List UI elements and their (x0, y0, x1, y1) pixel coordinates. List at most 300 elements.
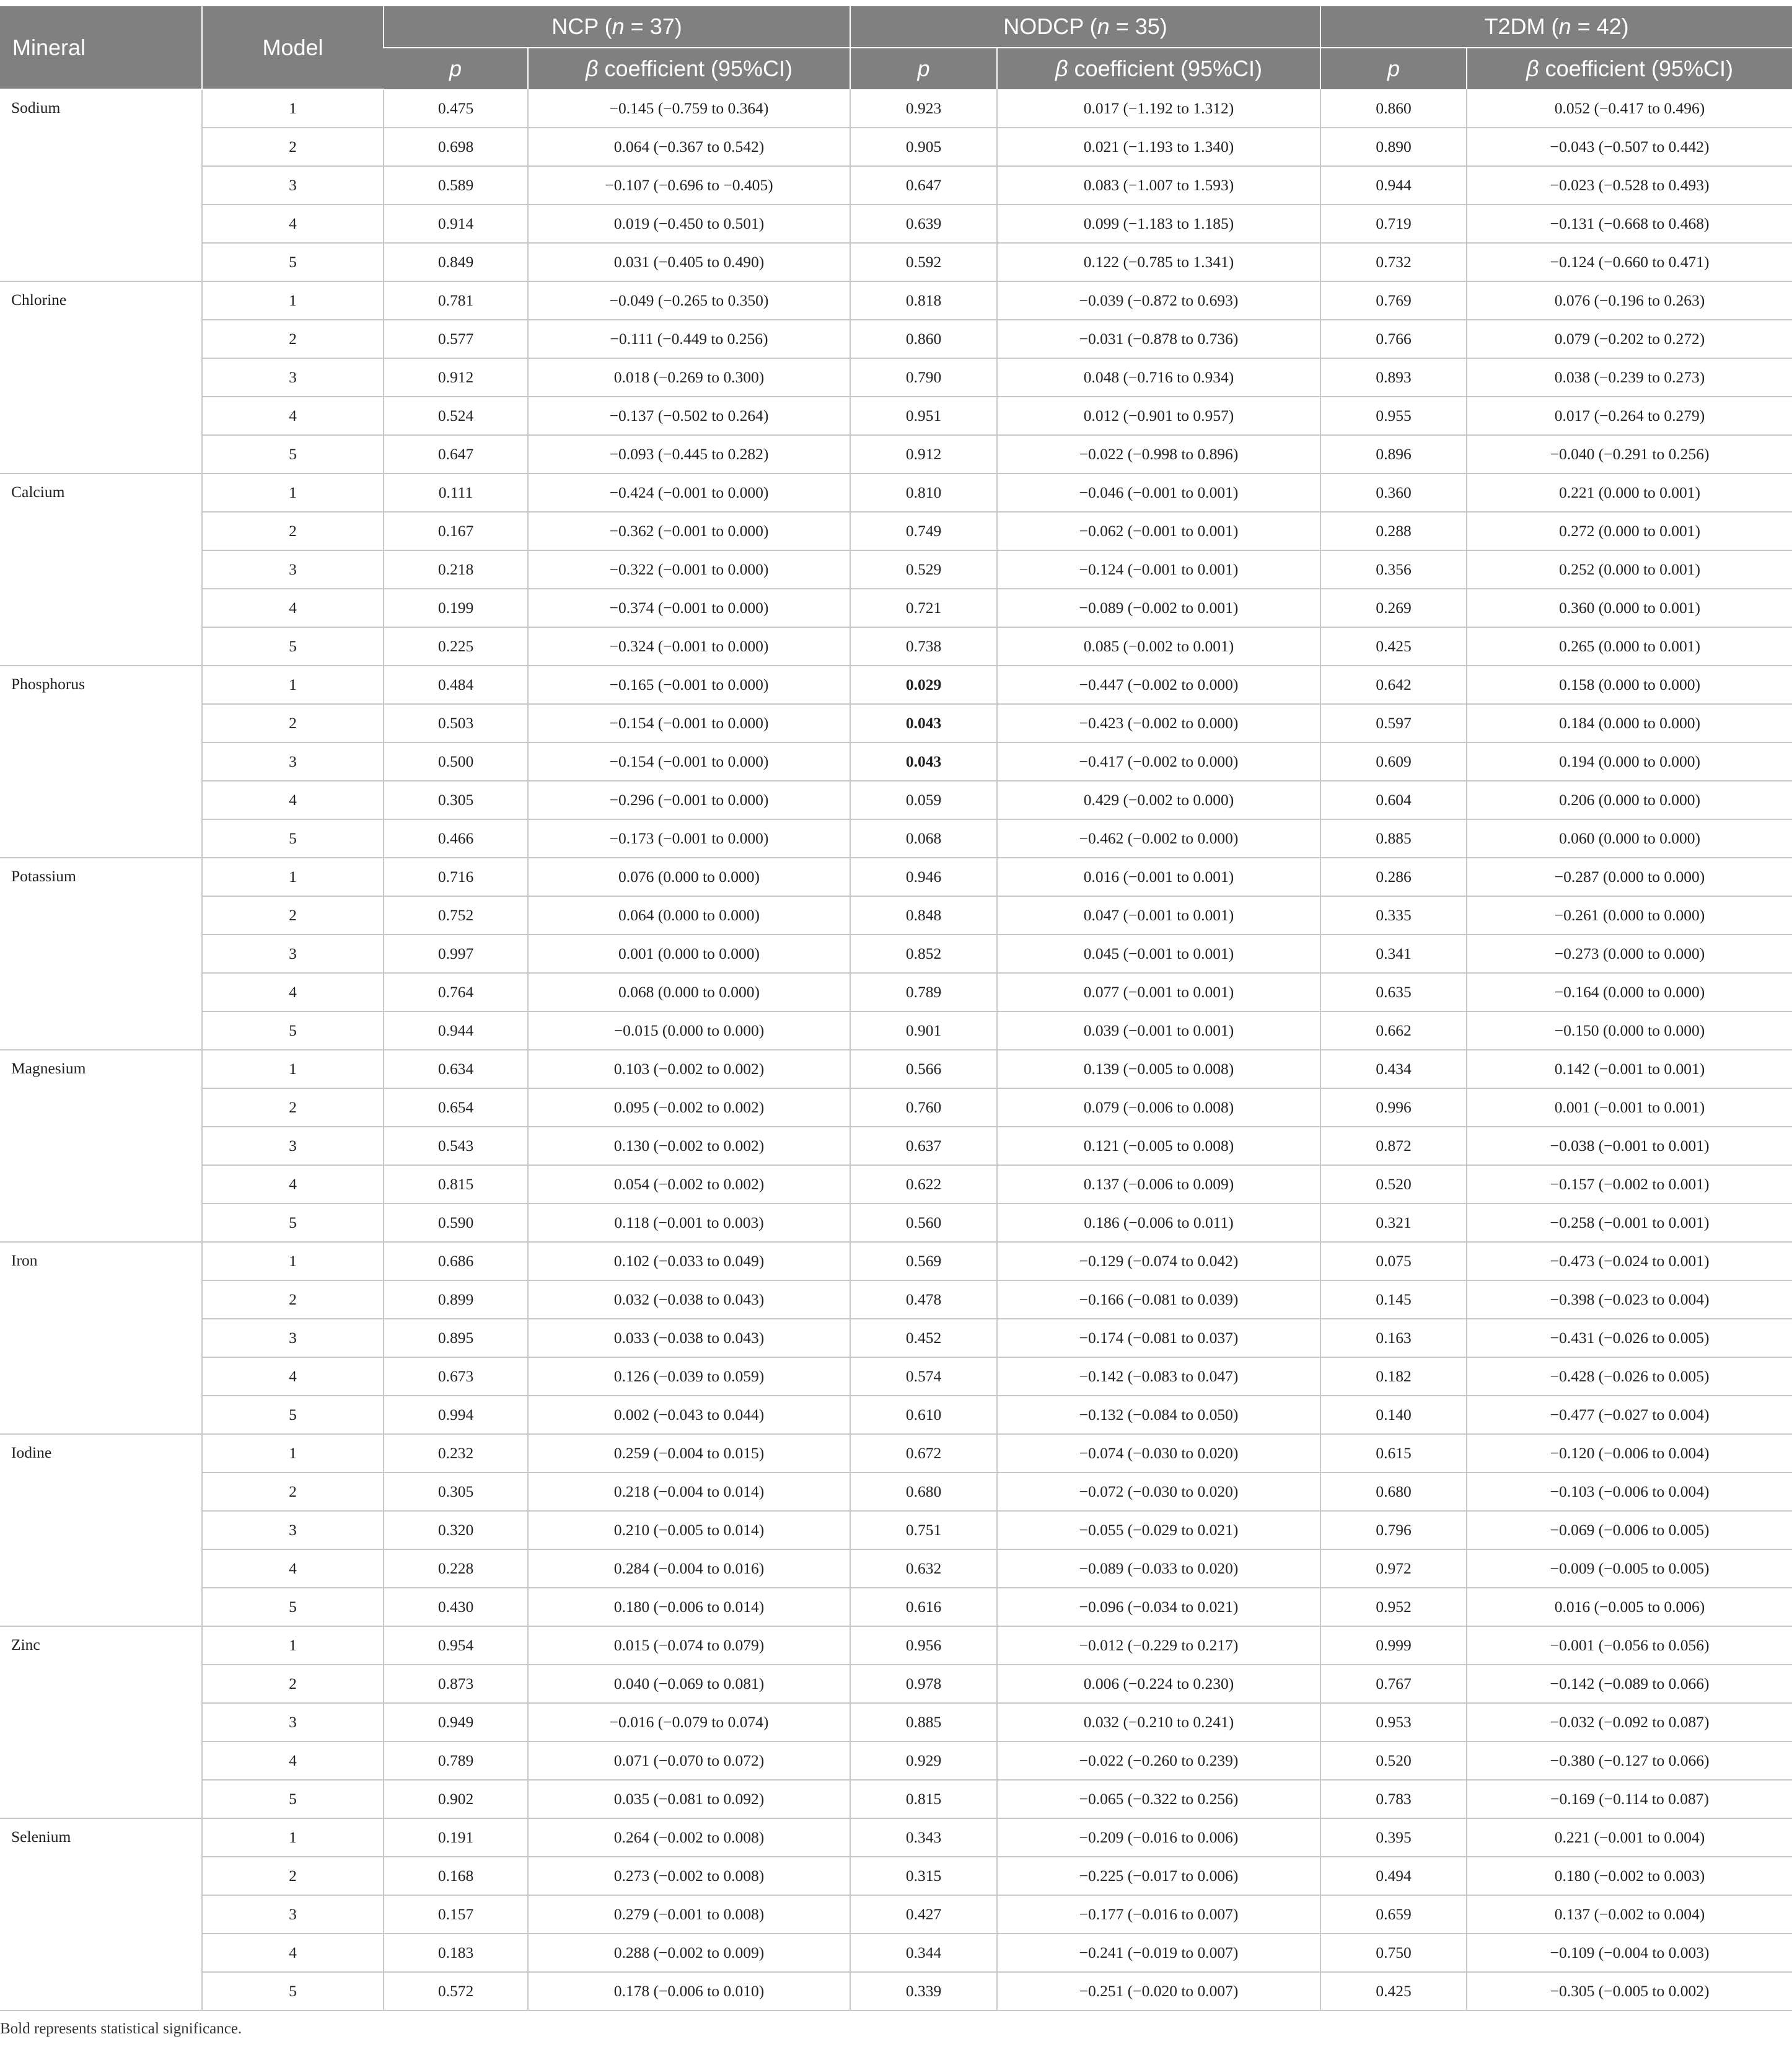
nodcp-p-cell: 0.560 (850, 1204, 997, 1242)
t2dm-beta-cell: −0.103 (−0.006 to 0.004) (1467, 1473, 1792, 1511)
ncp-beta-cell: −0.016 (−0.079 to 0.074) (528, 1703, 850, 1741)
ncp-p-cell: 0.789 (384, 1741, 528, 1780)
model-cell: 1 (202, 1818, 384, 1857)
table-row (0, 243, 1792, 281)
group-n-value: = 35) (1109, 14, 1167, 39)
ncp-beta-cell: −0.111 (−0.449 to 0.256) (528, 320, 850, 358)
table-row (0, 435, 1792, 473)
ncp-p-cell: 0.199 (384, 589, 528, 627)
t2dm-p-cell: 0.680 (1320, 1473, 1467, 1511)
nodcp-beta-cell: 0.083 (−1.007 to 1.593) (997, 166, 1320, 205)
ncp-beta-cell: −0.374 (−0.001 to 0.000) (528, 589, 850, 627)
t2dm-beta-cell: 0.158 (0.000 to 0.000) (1467, 666, 1792, 704)
ncp-p-cell: 0.183 (384, 1934, 528, 1972)
table-row (0, 819, 1792, 858)
t2dm-p-cell: 0.425 (1320, 1972, 1467, 2010)
nodcp-p-header: p (850, 48, 997, 89)
ncp-p-cell: 0.634 (384, 1050, 528, 1088)
t2dm-p-cell: 0.952 (1320, 1588, 1467, 1626)
model-cell: 1 (202, 858, 384, 896)
ncp-p-cell: 0.503 (384, 704, 528, 742)
mineral-name-cell: Phosphorus (0, 666, 202, 858)
nodcp-p-cell: 0.760 (850, 1088, 997, 1127)
group-label: NCP ( (551, 14, 612, 39)
nodcp-p-cell: 0.749 (850, 512, 997, 550)
model-cell: 3 (202, 1511, 384, 1549)
t2dm-beta-cell: −0.431 (−0.026 to 0.005) (1467, 1319, 1792, 1357)
t2dm-beta-cell: −0.043 (−0.507 to 0.442) (1467, 128, 1792, 166)
table-row (0, 1319, 1792, 1357)
model-cell: 5 (202, 819, 384, 858)
t2dm-beta-cell: −0.473 (−0.024 to 0.001) (1467, 1242, 1792, 1280)
nodcp-p-cell: 0.452 (850, 1319, 997, 1357)
t2dm-p-cell: 0.972 (1320, 1549, 1467, 1588)
nodcp-beta-cell: −0.072 (−0.030 to 0.020) (997, 1473, 1320, 1511)
table-row (0, 1626, 1792, 1665)
ncp-p-cell: 0.589 (384, 166, 528, 205)
model-cell: 2 (202, 704, 384, 742)
group-n-value: = 42) (1571, 14, 1629, 39)
t2dm-beta-cell: −0.380 (−0.127 to 0.066) (1467, 1741, 1792, 1780)
model-cell: 1 (202, 473, 384, 512)
nodcp-beta-cell: 0.021 (−1.193 to 1.340) (997, 128, 1320, 166)
table-row (0, 166, 1792, 205)
model-cell: 3 (202, 935, 384, 973)
t2dm-p-cell: 0.360 (1320, 473, 1467, 512)
t2dm-beta-cell: 0.206 (0.000 to 0.000) (1467, 781, 1792, 819)
t2dm-p-cell: 0.520 (1320, 1741, 1467, 1780)
ncp-beta-cell: −0.165 (−0.001 to 0.000) (528, 666, 850, 704)
t2dm-beta-cell: −0.142 (−0.089 to 0.066) (1467, 1665, 1792, 1703)
ncp-beta-cell: 0.064 (−0.367 to 0.542) (528, 128, 850, 166)
table-row (0, 896, 1792, 935)
ncp-p-cell: 0.167 (384, 512, 528, 550)
t2dm-p-cell: 0.769 (1320, 281, 1467, 320)
model-cell: 2 (202, 320, 384, 358)
t2dm-p-cell: 0.750 (1320, 1934, 1467, 1972)
t2dm-p-cell: 0.140 (1320, 1396, 1467, 1434)
t2dm-beta-cell: −0.477 (−0.027 to 0.004) (1467, 1396, 1792, 1434)
t2dm-p-cell: 0.356 (1320, 550, 1467, 589)
mineral-name-cell: Selenium (0, 1818, 202, 2010)
t2dm-p-cell: 0.269 (1320, 589, 1467, 627)
ncp-beta-cell: 0.279 (−0.001 to 0.008) (528, 1895, 850, 1934)
table-row (0, 627, 1792, 666)
table-row (0, 666, 1792, 704)
ncp-p-cell: 0.466 (384, 819, 528, 858)
ncp-p-cell: 0.954 (384, 1626, 528, 1665)
model-cell: 4 (202, 1165, 384, 1204)
model-cell: 5 (202, 627, 384, 666)
nodcp-beta-cell: −0.166 (−0.081 to 0.039) (997, 1280, 1320, 1319)
table-row (0, 1050, 1792, 1088)
group-header-nodcp (850, 6, 1320, 48)
nodcp-beta-cell: 0.429 (−0.002 to 0.000) (997, 781, 1320, 819)
model-cell: 3 (202, 1895, 384, 1934)
model-cell: 1 (202, 1626, 384, 1665)
ncp-p-cell: 0.524 (384, 397, 528, 435)
t2dm-p-cell: 0.597 (1320, 704, 1467, 742)
nodcp-beta-cell: −0.241 (−0.019 to 0.007) (997, 1934, 1320, 1972)
nodcp-beta-cell: −0.129 (−0.074 to 0.042) (997, 1242, 1320, 1280)
ncp-beta-cell: 0.035 (−0.081 to 0.092) (528, 1780, 850, 1818)
table-row (0, 358, 1792, 397)
table-row (0, 281, 1792, 320)
ncp-beta-cell: 0.126 (−0.039 to 0.059) (528, 1357, 850, 1396)
ncp-beta-cell: −0.173 (−0.001 to 0.000) (528, 819, 850, 858)
nodcp-beta-cell: −0.055 (−0.029 to 0.021) (997, 1511, 1320, 1549)
ncp-p-cell: 0.572 (384, 1972, 528, 2010)
t2dm-p-cell: 0.767 (1320, 1665, 1467, 1703)
ncp-beta-cell: −0.424 (−0.001 to 0.000) (528, 473, 850, 512)
t2dm-beta-cell: −0.150 (0.000 to 0.000) (1467, 1011, 1792, 1050)
nodcp-beta-cell: −0.174 (−0.081 to 0.037) (997, 1319, 1320, 1357)
nodcp-beta-cell: 0.039 (−0.001 to 0.001) (997, 1011, 1320, 1050)
table-row (0, 1204, 1792, 1242)
model-cell: 2 (202, 1088, 384, 1127)
ncp-p-cell: 0.543 (384, 1127, 528, 1165)
t2dm-beta-cell: −0.169 (−0.114 to 0.087) (1467, 1780, 1792, 1818)
nodcp-p-cell: 0.815 (850, 1780, 997, 1818)
table-row (0, 473, 1792, 512)
ncp-beta-cell: 0.130 (−0.002 to 0.002) (528, 1127, 850, 1165)
model-cell: 3 (202, 1703, 384, 1741)
table-row (0, 1895, 1792, 1934)
model-cell: 3 (202, 166, 384, 205)
table-row (0, 1857, 1792, 1895)
t2dm-beta-cell: −0.428 (−0.026 to 0.005) (1467, 1357, 1792, 1396)
model-cell: 2 (202, 1857, 384, 1895)
mineral-name-cell: Magnesium (0, 1050, 202, 1242)
t2dm-p-cell: 0.642 (1320, 666, 1467, 704)
group-header-ncp (384, 6, 850, 48)
t2dm-beta-cell: 0.265 (0.000 to 0.001) (1467, 627, 1792, 666)
table-row (0, 1934, 1792, 1972)
nodcp-beta-cell: −0.039 (−0.872 to 0.693) (997, 281, 1320, 320)
t2dm-beta-cell: −0.258 (−0.001 to 0.001) (1467, 1204, 1792, 1242)
nodcp-p-cell: 0.574 (850, 1357, 997, 1396)
mineral-name-cell: Chlorine (0, 281, 202, 473)
ncp-p-cell: 0.902 (384, 1780, 528, 1818)
ncp-p-cell: 0.752 (384, 896, 528, 935)
nodcp-p-cell: 0.315 (850, 1857, 997, 1895)
t2dm-p-cell: 0.609 (1320, 742, 1467, 781)
model-cell: 3 (202, 1319, 384, 1357)
ncp-beta-cell: −0.015 (0.000 to 0.000) (528, 1011, 850, 1050)
nodcp-beta-cell: 0.137 (−0.006 to 0.009) (997, 1165, 1320, 1204)
ncp-p-cell: 0.228 (384, 1549, 528, 1588)
beta-symbol: β (1526, 56, 1539, 81)
nodcp-p-cell: 0.569 (850, 1242, 997, 1280)
table-row (0, 1780, 1792, 1818)
ncp-p-cell: 0.320 (384, 1511, 528, 1549)
ncp-beta-cell: −0.362 (−0.001 to 0.000) (528, 512, 850, 550)
t2dm-beta-cell: 0.360 (0.000 to 0.001) (1467, 589, 1792, 627)
t2dm-beta-cell: −0.038 (−0.001 to 0.001) (1467, 1127, 1792, 1165)
t2dm-p-cell: 0.860 (1320, 89, 1467, 128)
beta-symbol: β (585, 56, 599, 81)
t2dm-p-cell: 0.662 (1320, 1011, 1467, 1050)
ncp-p-cell: 0.914 (384, 205, 528, 243)
t2dm-p-header: p (1320, 48, 1467, 89)
table-row (0, 1549, 1792, 1588)
nodcp-beta-cell: 0.121 (−0.005 to 0.008) (997, 1127, 1320, 1165)
t2dm-p-cell: 0.341 (1320, 935, 1467, 973)
t2dm-p-cell: 0.659 (1320, 1895, 1467, 1934)
ncp-p-cell: 0.305 (384, 1473, 528, 1511)
table-row (0, 1280, 1792, 1319)
ncp-beta-header (528, 48, 850, 89)
t2dm-beta-cell: −0.261 (0.000 to 0.000) (1467, 896, 1792, 935)
ncp-beta-cell: 0.071 (−0.070 to 0.072) (528, 1741, 850, 1780)
nodcp-beta-cell: −0.046 (−0.001 to 0.001) (997, 473, 1320, 512)
ncp-beta-cell: 0.054 (−0.002 to 0.002) (528, 1165, 850, 1204)
model-cell: 4 (202, 205, 384, 243)
t2dm-p-cell: 0.288 (1320, 512, 1467, 550)
group-label: NODCP ( (1003, 14, 1097, 39)
table-row (0, 128, 1792, 166)
model-cell: 5 (202, 1011, 384, 1050)
nodcp-beta-cell: 0.047 (−0.001 to 0.001) (997, 896, 1320, 935)
model-cell: 2 (202, 1473, 384, 1511)
ncp-beta-cell: 0.288 (−0.002 to 0.009) (528, 1934, 850, 1972)
t2dm-beta-cell: 0.184 (0.000 to 0.000) (1467, 704, 1792, 742)
nodcp-p-cell: 0.529 (850, 550, 997, 589)
ncp-beta-cell: 0.018 (−0.269 to 0.300) (528, 358, 850, 397)
t2dm-beta-cell: −0.023 (−0.528 to 0.493) (1467, 166, 1792, 205)
nodcp-beta-cell: 0.012 (−0.901 to 0.957) (997, 397, 1320, 435)
ncp-p-cell: 0.430 (384, 1588, 528, 1626)
table-row (0, 1511, 1792, 1549)
model-cell: 1 (202, 89, 384, 128)
nodcp-p-cell: 0.956 (850, 1626, 997, 1665)
nodcp-p-cell: 0.029 (850, 666, 997, 704)
t2dm-p-cell: 0.953 (1320, 1703, 1467, 1741)
t2dm-beta-cell: −0.032 (−0.092 to 0.087) (1467, 1703, 1792, 1741)
nodcp-p-cell: 0.901 (850, 1011, 997, 1050)
t2dm-beta-cell: 0.221 (−0.001 to 0.004) (1467, 1818, 1792, 1857)
ncp-beta-cell: −0.137 (−0.502 to 0.264) (528, 397, 850, 435)
ncp-p-cell: 0.475 (384, 89, 528, 128)
nodcp-p-cell: 0.790 (850, 358, 997, 397)
group-n-symbol: n (1097, 14, 1110, 39)
model-cell: 4 (202, 1741, 384, 1780)
t2dm-p-cell: 0.163 (1320, 1319, 1467, 1357)
ncp-beta-cell: 0.032 (−0.038 to 0.043) (528, 1280, 850, 1319)
ncp-p-cell: 0.484 (384, 666, 528, 704)
t2dm-beta-cell: 0.001 (−0.001 to 0.001) (1467, 1088, 1792, 1127)
ncp-beta-cell: −0.154 (−0.001 to 0.000) (528, 742, 850, 781)
model-cell: 1 (202, 1434, 384, 1473)
nodcp-beta-cell: −0.022 (−0.998 to 0.896) (997, 435, 1320, 473)
ncp-beta-cell: 0.259 (−0.004 to 0.015) (528, 1434, 850, 1473)
table-row (0, 1165, 1792, 1204)
t2dm-beta-header (1467, 48, 1792, 89)
nodcp-beta-cell: −0.124 (−0.001 to 0.001) (997, 550, 1320, 589)
table-row (0, 1703, 1792, 1741)
group-label: T2DM ( (1484, 14, 1559, 39)
nodcp-p-cell: 0.905 (850, 128, 997, 166)
t2dm-beta-cell: −0.109 (−0.004 to 0.003) (1467, 1934, 1792, 1972)
nodcp-p-cell: 0.923 (850, 89, 997, 128)
nodcp-beta-cell: −0.177 (−0.016 to 0.007) (997, 1895, 1320, 1934)
t2dm-p-cell: 0.796 (1320, 1511, 1467, 1549)
ncp-beta-cell: −0.049 (−0.265 to 0.350) (528, 281, 850, 320)
ncp-p-cell: 0.673 (384, 1357, 528, 1396)
t2dm-p-cell: 0.893 (1320, 358, 1467, 397)
nodcp-beta-cell: −0.423 (−0.002 to 0.000) (997, 704, 1320, 742)
mineral-name-cell: Iodine (0, 1434, 202, 1626)
model-cell: 5 (202, 1780, 384, 1818)
ncp-p-cell: 0.873 (384, 1665, 528, 1703)
t2dm-p-cell: 0.719 (1320, 205, 1467, 243)
ncp-p-header: p (384, 48, 528, 89)
table-row (0, 512, 1792, 550)
nodcp-beta-cell: 0.032 (−0.210 to 0.241) (997, 1703, 1320, 1741)
ncp-beta-cell: 0.031 (−0.405 to 0.490) (528, 243, 850, 281)
nodcp-beta-cell: 0.122 (−0.785 to 1.341) (997, 243, 1320, 281)
nodcp-p-cell: 0.951 (850, 397, 997, 435)
ncp-beta-cell: 0.068 (0.000 to 0.000) (528, 973, 850, 1011)
model-cell: 2 (202, 896, 384, 935)
t2dm-beta-cell: −0.164 (0.000 to 0.000) (1467, 973, 1792, 1011)
model-column-header: Model (202, 6, 384, 89)
nodcp-p-cell: 0.610 (850, 1396, 997, 1434)
t2dm-beta-cell: −0.001 (−0.056 to 0.056) (1467, 1626, 1792, 1665)
t2dm-p-cell: 0.335 (1320, 896, 1467, 935)
mineral-name-cell: Iron (0, 1242, 202, 1434)
ncp-beta-cell: −0.145 (−0.759 to 0.364) (528, 89, 850, 128)
table-row (0, 320, 1792, 358)
t2dm-p-cell: 0.182 (1320, 1357, 1467, 1396)
ncp-beta-cell: −0.296 (−0.001 to 0.000) (528, 781, 850, 819)
ncp-p-cell: 0.698 (384, 128, 528, 166)
table-row (0, 935, 1792, 973)
t2dm-p-cell: 0.494 (1320, 1857, 1467, 1895)
ncp-p-cell: 0.815 (384, 1165, 528, 1204)
nodcp-beta-cell: −0.132 (−0.084 to 0.050) (997, 1396, 1320, 1434)
nodcp-p-cell: 0.339 (850, 1972, 997, 2010)
table-row (0, 1127, 1792, 1165)
nodcp-p-cell: 0.751 (850, 1511, 997, 1549)
t2dm-beta-cell: 0.194 (0.000 to 0.000) (1467, 742, 1792, 781)
nodcp-beta-cell: 0.006 (−0.224 to 0.230) (997, 1665, 1320, 1703)
t2dm-beta-cell: −0.305 (−0.005 to 0.002) (1467, 1972, 1792, 2010)
nodcp-beta-cell: −0.074 (−0.030 to 0.020) (997, 1434, 1320, 1473)
nodcp-beta-cell: 0.016 (−0.001 to 0.001) (997, 858, 1320, 896)
model-cell: 4 (202, 973, 384, 1011)
nodcp-beta-cell: 0.077 (−0.001 to 0.001) (997, 973, 1320, 1011)
t2dm-p-cell: 0.604 (1320, 781, 1467, 819)
t2dm-p-cell: 0.615 (1320, 1434, 1467, 1473)
ncp-p-cell: 0.997 (384, 935, 528, 973)
t2dm-beta-cell: −0.069 (−0.006 to 0.005) (1467, 1511, 1792, 1549)
t2dm-beta-cell: 0.272 (0.000 to 0.001) (1467, 512, 1792, 550)
beta-symbol: β (1055, 56, 1068, 81)
t2dm-beta-cell: −0.040 (−0.291 to 0.256) (1467, 435, 1792, 473)
table-row (0, 205, 1792, 243)
ncp-p-cell: 0.895 (384, 1319, 528, 1357)
nodcp-p-cell: 0.978 (850, 1665, 997, 1703)
t2dm-p-cell: 0.286 (1320, 858, 1467, 896)
t2dm-p-cell: 0.635 (1320, 973, 1467, 1011)
model-cell: 2 (202, 512, 384, 550)
nodcp-beta-cell: 0.048 (−0.716 to 0.934) (997, 358, 1320, 397)
ncp-beta-cell: 0.218 (−0.004 to 0.014) (528, 1473, 850, 1511)
ncp-p-cell: 0.647 (384, 435, 528, 473)
table-row (0, 1665, 1792, 1703)
t2dm-beta-cell: 0.060 (0.000 to 0.000) (1467, 819, 1792, 858)
t2dm-p-cell: 0.955 (1320, 397, 1467, 435)
ncp-beta-cell: 0.178 (−0.006 to 0.010) (528, 1972, 850, 2010)
t2dm-beta-cell: −0.124 (−0.660 to 0.471) (1467, 243, 1792, 281)
nodcp-beta-cell: −0.209 (−0.016 to 0.006) (997, 1818, 1320, 1857)
nodcp-beta-header (997, 48, 1320, 89)
ncp-p-cell: 0.949 (384, 1703, 528, 1741)
nodcp-beta-cell: −0.089 (−0.002 to 0.001) (997, 589, 1320, 627)
nodcp-p-cell: 0.639 (850, 205, 997, 243)
nodcp-p-cell: 0.672 (850, 1434, 997, 1473)
t2dm-beta-cell: 0.076 (−0.196 to 0.263) (1467, 281, 1792, 320)
ncp-p-cell: 0.577 (384, 320, 528, 358)
table-row (0, 742, 1792, 781)
ncp-beta-cell: 0.015 (−0.074 to 0.079) (528, 1626, 850, 1665)
model-cell: 2 (202, 1665, 384, 1703)
t2dm-p-cell: 0.425 (1320, 627, 1467, 666)
ncp-beta-cell: 0.095 (−0.002 to 0.002) (528, 1088, 850, 1127)
nodcp-p-cell: 0.680 (850, 1473, 997, 1511)
t2dm-beta-cell: 0.017 (−0.264 to 0.279) (1467, 397, 1792, 435)
nodcp-p-cell: 0.810 (850, 473, 997, 512)
table-row (0, 397, 1792, 435)
table-row (0, 1818, 1792, 1857)
ncp-p-cell: 0.764 (384, 973, 528, 1011)
nodcp-beta-cell: 0.099 (−1.183 to 1.185) (997, 205, 1320, 243)
beta-text: coefficient (95%CI) (1539, 56, 1734, 81)
table-row (0, 1242, 1792, 1280)
model-cell: 3 (202, 550, 384, 589)
nodcp-beta-cell: 0.079 (−0.006 to 0.008) (997, 1088, 1320, 1127)
model-cell: 5 (202, 435, 384, 473)
beta-text: coefficient (95%CI) (1068, 56, 1263, 81)
t2dm-beta-cell: −0.131 (−0.668 to 0.468) (1467, 205, 1792, 243)
t2dm-beta-cell: −0.398 (−0.023 to 0.004) (1467, 1280, 1792, 1319)
nodcp-p-cell: 0.592 (850, 243, 997, 281)
nodcp-p-cell: 0.478 (850, 1280, 997, 1319)
nodcp-p-cell: 0.068 (850, 819, 997, 858)
ncp-beta-cell: 0.264 (−0.002 to 0.008) (528, 1818, 850, 1857)
nodcp-beta-cell: 0.186 (−0.006 to 0.011) (997, 1204, 1320, 1242)
group-n-symbol: n (612, 14, 625, 39)
ncp-beta-cell: 0.033 (−0.038 to 0.043) (528, 1319, 850, 1357)
mineral-name-cell: Sodium (0, 89, 202, 281)
nodcp-beta-cell: −0.096 (−0.034 to 0.021) (997, 1588, 1320, 1626)
model-cell: 1 (202, 1242, 384, 1280)
table-row (0, 1396, 1792, 1434)
mineral-name-cell: Calcium (0, 473, 202, 666)
nodcp-p-cell: 0.848 (850, 896, 997, 935)
nodcp-p-cell: 0.343 (850, 1818, 997, 1857)
t2dm-beta-cell: 0.137 (−0.002 to 0.004) (1467, 1895, 1792, 1934)
model-cell: 5 (202, 1972, 384, 2010)
ncp-p-cell: 0.686 (384, 1242, 528, 1280)
t2dm-beta-cell: 0.052 (−0.417 to 0.496) (1467, 89, 1792, 128)
nodcp-beta-cell: 0.085 (−0.002 to 0.001) (997, 627, 1320, 666)
mineral-column-header: Mineral (0, 6, 202, 89)
nodcp-beta-cell: −0.065 (−0.322 to 0.256) (997, 1780, 1320, 1818)
nodcp-p-cell: 0.885 (850, 1703, 997, 1741)
ncp-beta-cell: 0.019 (−0.450 to 0.501) (528, 205, 850, 243)
